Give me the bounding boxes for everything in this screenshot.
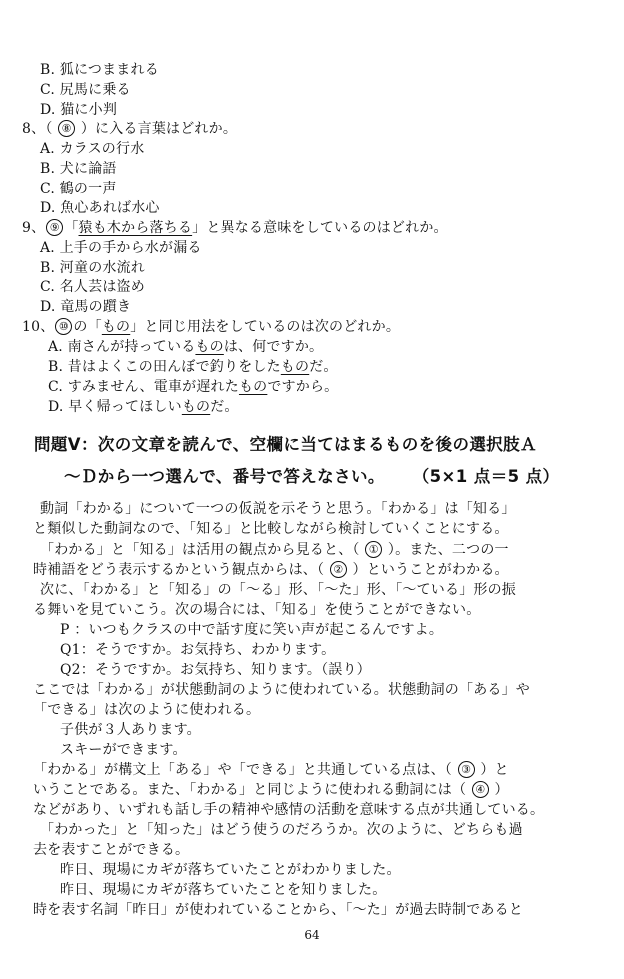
q10-option-a-pre: A. 南さんが持っている <box>48 339 196 355</box>
q10-option-c <box>48 377 338 397</box>
q9-underlined: 猿も木から落ちる <box>78 220 193 236</box>
passage-line-5: 次に、「わかる」と「知る」の「～る」形、「～た」形、「～ている」形の振 <box>40 582 516 598</box>
q10-number: 10、 <box>22 319 55 335</box>
q10-option-c-pre: C. すみません、電車が遅れた <box>48 379 239 395</box>
q9-open-quote: 「 <box>64 220 79 236</box>
q8-option-d: D. 魚心あれば水心 <box>40 200 160 216</box>
q9-stem <box>22 218 448 238</box>
q10-option-a-post: は、何ですか。 <box>223 339 324 355</box>
blank-2-marker: ② <box>330 561 347 578</box>
q10-option-a <box>48 337 323 357</box>
blank-3-marker: ③ <box>458 761 475 778</box>
example-shirimashita: 昨日、現場にカギが落ちていたことを知りました。 <box>60 882 387 898</box>
q10-rest: 」と同じ用法をしているのは次のどれか。 <box>130 319 401 335</box>
q10-stem <box>22 317 400 337</box>
q10-option-d-post: だ。 <box>210 399 239 415</box>
passage-line-3 <box>40 540 509 560</box>
passage-line-10-b: ） <box>494 782 509 798</box>
passage-line-2: と類似した動詞なので、「知る」と比較しながら検討していくことにする。 <box>33 521 509 537</box>
blank-1-marker: ① <box>365 541 382 558</box>
q10-option-b-pre: B. 昔はよくこの田んぼで釣りをした <box>48 359 281 375</box>
passage-line-11: などがあり、いずれも話し手の精神や感情の活動を意味する点が共通している。 <box>33 802 545 818</box>
q8-option-c: C. 鶴の一声 <box>40 181 117 197</box>
q9-marker: ⑨ <box>46 219 63 236</box>
page-number: 64 <box>304 928 320 942</box>
example-q1: Q1：そうですか。お気持ち、わかります。 <box>60 642 336 658</box>
q7-option-d: D. 猫に小判 <box>40 102 118 118</box>
section-heading-line2 <box>64 466 559 488</box>
q10-option-a-underline: もの <box>195 339 224 355</box>
passage-line-14: 時を表す名詞「昨日」が使われていることから、「～た」が過去時制であると <box>33 902 523 918</box>
passage-line-4-a: 時補語をどう表示するかという観点からは、（ <box>33 562 325 578</box>
passage-line-10 <box>33 780 509 800</box>
example-wakarimashita: 昨日、現場にカギが落ちていたことがわかりました。 <box>60 862 401 878</box>
q10-pre: の「 <box>73 319 102 335</box>
section-heading-line1: 問題Ⅴ：次の文章を読んで、空欄に当てはまるものを後の選択肢Ａ <box>34 435 537 454</box>
passage-line-9 <box>33 760 509 780</box>
q9-option-b: B. 河童の水流れ <box>40 260 145 276</box>
q8-marker: ⑧ <box>58 120 75 137</box>
q10-underlined: もの <box>101 319 131 335</box>
section-points: （5×1 点＝5 点） <box>412 467 560 486</box>
q7-option-b: B. 狐につままれる <box>40 62 159 78</box>
passage-line-3-a: 「わかる」と「知る」は活用の観点から見ると、（ <box>40 542 360 558</box>
passage-line-9-b: ）と <box>480 762 509 778</box>
example-q2: Q2：そうですか。お気持ち、知ります。（誤り） <box>60 662 371 678</box>
passage-line-1: 動詞「わかる」について一つの仮説を示そうと思う。「わかる」は「知る」 <box>40 501 516 517</box>
passage-line-9-a: 「わかる」が構文上「ある」や「できる」と共通している点は、（ <box>33 762 452 778</box>
q9-option-c: C. 名人芸は盗め <box>40 279 145 295</box>
q10-option-d-underline: もの <box>181 399 211 415</box>
passage-line-10-a: いうことである。また、「わかる」と同じように使われる動詞には（ <box>33 782 467 798</box>
q8-open: （ <box>45 121 53 137</box>
passage-line-8: 「できる」は次のように使われる。 <box>33 702 261 718</box>
q10-option-b-underline: もの <box>280 359 310 375</box>
q8-number: 8、 <box>22 121 46 137</box>
q8-text: ）に入る言葉はどれか。 <box>80 121 238 137</box>
passage-line-3-b: ）。また、二つの一 <box>387 542 509 558</box>
blank-4-marker: ④ <box>472 781 489 798</box>
q9-option-d: D. 竜馬の躓き <box>40 299 132 315</box>
q8-option-b: B. 犬に論語 <box>40 161 117 177</box>
passage-line-13: 去を表すことができる。 <box>33 842 190 858</box>
q10-option-b-post: だ。 <box>309 359 338 375</box>
q9-number: 9、 <box>22 220 46 236</box>
q10-option-d-pre: D. 早く帰ってほしい <box>48 399 182 415</box>
q8-stem <box>22 119 237 139</box>
passage-line-4-b: ）ということがわかる。 <box>352 562 509 578</box>
q9-rest: 」と異なる意味をしているのはどれか。 <box>192 220 448 236</box>
passage-line-12: 「わかった」と「知った」はどう使うのだろうか。次のように、どちらも過 <box>40 822 523 838</box>
q10-marker: ⑩ <box>55 318 72 335</box>
q8-option-a: A. カラスの行水 <box>40 141 145 157</box>
q7-option-c: C. 尻馬に乗る <box>40 82 131 98</box>
passage-line-6: る舞いを見ていこう。次の場合には、「知る」を使うことができない。 <box>33 602 481 618</box>
passage-line-4 <box>33 560 509 580</box>
example-p: P ：いつもクラスの中で話す度に笑い声が起こるんですよ。 <box>60 622 444 638</box>
q10-option-d <box>48 397 239 417</box>
example-aru: 子供が３人あります。 <box>60 722 201 738</box>
example-dekiru: スキーができます。 <box>60 742 187 758</box>
q10-option-b <box>48 357 338 377</box>
q10-option-c-underline: もの <box>238 379 268 395</box>
section-heading-instruction: ～Ｄから一つ選んで、番号で答えなさい。 <box>64 467 385 486</box>
q9-option-a: A. 上手の手から水が漏る <box>40 240 202 256</box>
passage-line-7: ここでは「わかる」が状態動詞のように使われている。状態動詞の「ある」や <box>33 682 530 698</box>
q10-option-c-post: ですから。 <box>267 379 339 395</box>
